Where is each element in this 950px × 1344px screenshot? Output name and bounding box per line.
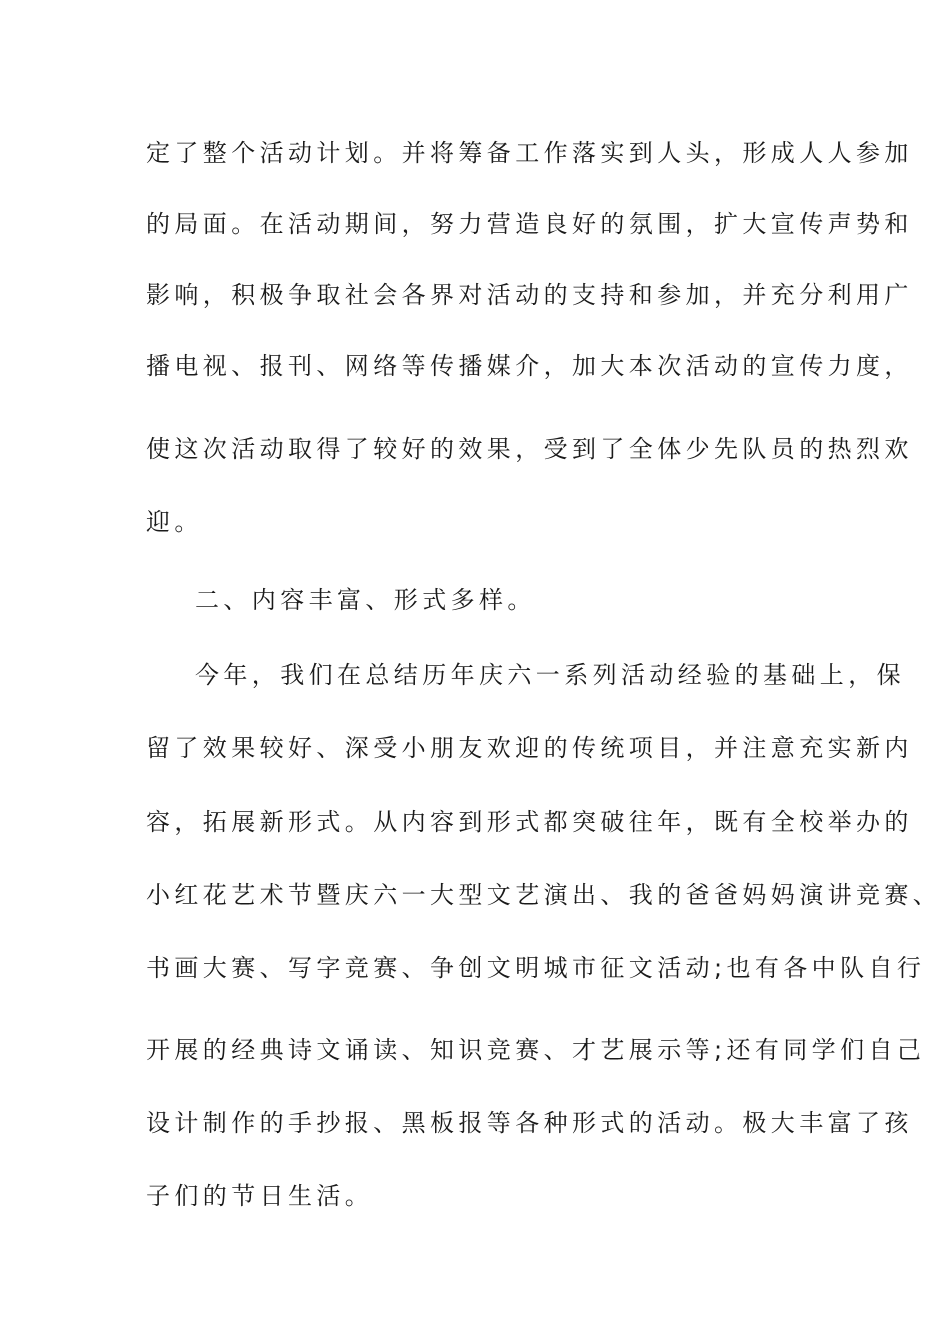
text-line: 影响，积极争取社会各界对活动的支持和参加，并充分利用广 [146,281,913,309]
text-line: 子们的节日生活。 [146,1182,374,1210]
section-heading: 二、内容丰富、形式多样。 [195,586,536,614]
text-line: 开展的经典诗文诵读、知识竞赛、才艺展示等;还有同学们自己 [146,1036,926,1064]
text-line: 设计制作的手抄报、黑板报等各种形式的活动。极大丰富了孩 [146,1109,913,1137]
text-line: 今年，我们在总结历年庆六一系列活动经验的基础上，保 [195,661,905,689]
text-line: 定了整个活动计划。并将筹备工作落实到人头，形成人人参加 [146,139,913,167]
text-line: 的局面。在活动期间，努力营造良好的氛围，扩大宣传声势和 [146,210,913,238]
text-line: 留了效果较好、深受小朋友欢迎的传统项目，并注意充实新内 [146,734,913,762]
text-line: 容，拓展新形式。从内容到形式都突破往年，既有全校举办的 [146,808,913,836]
text-line: 使这次活动取得了较好的效果，受到了全体少先队员的热烈欢 [146,435,913,463]
text-line: 播电视、报刊、网络等传播媒介，加大本次活动的宣传力度， [146,352,913,380]
text-line: 小红花艺术节暨庆六一大型文艺演出、我的爸爸妈妈演讲竞赛、 [146,881,942,909]
text-line: 书画大赛、写字竞赛、争创文明城市征文活动;也有各中队自行 [146,954,926,982]
text-line: 迎。 [146,508,203,536]
